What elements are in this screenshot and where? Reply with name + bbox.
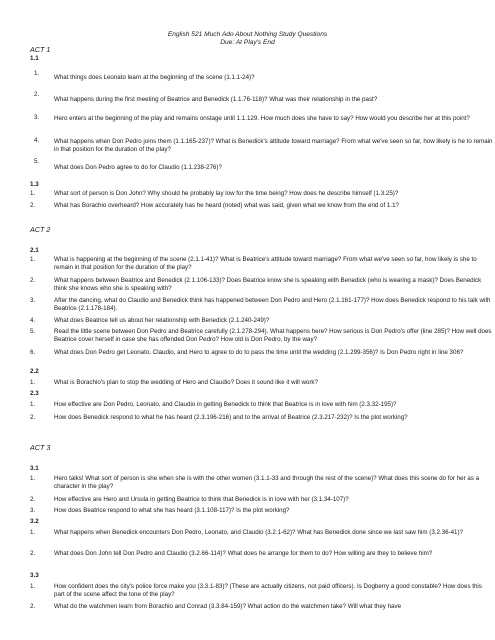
question-number: 5. <box>34 158 40 165</box>
question-text: Hero enters at the beginning of the play and remains onstage until 1.1.129. How much does she have to say? How would you describe her at this point? <box>54 115 470 122</box>
question-text: What happens when Benedick encounters Don Pedro, Leonato, and Claudio (3.2.1-62)? What has Benedick done since we last saw him (3.2.36-41)? <box>54 529 463 536</box>
section-heading: 2.1 <box>30 247 39 254</box>
question-number: 2. <box>30 277 36 284</box>
question-text: What happens during the first meeting of Beatrice and Benedick (1.1.76-118)? What was their relationship in the past? <box>54 96 378 103</box>
question-text: How confident does the city's police force make you (3.3.1-83)? (These are actually citizens, not paid officers). Is Dogberry a good constable? How does this part of the scene affect the tone of the play? <box>54 583 482 599</box>
act-heading: ACT 2 <box>30 225 51 234</box>
section-heading: 3.1 <box>30 465 39 472</box>
question-text: How effective are Hero and Ursula in getting Beatrice to think that Benedick is in love with her (3.1.34-107)? <box>54 496 349 503</box>
question-text: Read the little scene between Don Pedro and Beatrice carefully (2.1.278-294). What happens here? How serious is Don Pedro's offer (line 285)? How well does Beatrice cover herself in case she has offended Don Pedro? How old is Don Pedro, by the way? <box>54 328 492 344</box>
question-text: What does Beatrice tell us about her relationship with Benedick (2.1.240-249)? <box>54 317 270 324</box>
question-text: What does Don John tell Don Pedro and Claudio (3.2.66-114)? What does he arrange for them to do? How willing are they to believe him? <box>54 550 433 557</box>
question-number: 2. <box>30 414 36 421</box>
question-text: What do the watchmen learn from Borachio and Conrad (3.3.84-159)? What action do the watchmen take? Will what they have <box>54 603 402 610</box>
section-heading: 2.3 <box>30 390 39 397</box>
act-heading: ACT 3 <box>30 443 51 452</box>
question-number: 4. <box>30 317 36 324</box>
section-heading: 3.2 <box>30 518 39 525</box>
question-text: How effective are Don Pedro, Leonato, and Claudio in getting Benedick to think that Beatrice is in love with him (2.3.32-195)? <box>54 401 397 408</box>
section-heading: 1.3 <box>30 181 39 188</box>
question-text: What sort of person is Don John? Why should he probably lay low for the time being? How does he describe himself (1.3.25)? <box>54 190 399 197</box>
question-number: 1. <box>30 583 36 590</box>
question-number: 5. <box>30 328 36 335</box>
document-title: English 521 Much Ado About Nothing Study Questions <box>167 31 328 38</box>
question-number: 2. <box>30 202 36 209</box>
question-text: What is happening at the beginning of the scene (2.1.1-41)? What is Beatrice's attitude toward marriage? From what we've seen so far, how likely is she to remain in that position for the duration of the play? <box>54 256 477 272</box>
section-heading: 1.1 <box>30 55 39 62</box>
question-number: 2. <box>34 91 40 98</box>
question-number: 2. <box>30 603 36 610</box>
question-number: 1. <box>30 529 36 536</box>
question-number: 3. <box>30 297 36 304</box>
question-number: 1. <box>30 379 36 386</box>
question-text: Hero talks! What sort of person is she when she is with the other women (3.1.1-33 and through the rest of the scene)? What does this scene do for her as a character in the play? <box>54 475 480 491</box>
question-text: What does Don Pedro agree to do for Claudio (1.1.238-276)? <box>54 164 222 171</box>
question-text: What things does Leonato learn at the beginning of the scene (1.1.1-24)? <box>54 74 255 81</box>
section-heading: 2.2 <box>30 368 39 375</box>
question-number: 1. <box>30 190 36 197</box>
question-text: How does Benedick respond to what he has heard (2.3.196-216) and to the arrival of Beatrice (2.3.217-232)? Is the plot working? <box>54 414 408 421</box>
question-text: After the dancing, what do Claudio and Benedick think has happened between Don Pedro and Hero (2.1.161-177)? How does Benedick respond to his talk with Beatrice (2.1.178-184). <box>54 297 491 313</box>
question-number: 2. <box>30 550 36 557</box>
question-number: 1. <box>30 401 36 408</box>
question-text: What happens between Beatrice and Benedick (2.1.106-133)? Does Beatrice know she is speaking with Benedick (who is wearing a mask)? Does Benedick think she knows who she is speaking with? <box>54 277 482 293</box>
question-number: 1. <box>34 70 40 77</box>
question-text: How does Beatrice respond to what she has heard (3.1.108-117)? Is the plot working? <box>54 507 290 514</box>
question-number: 3. <box>34 114 40 121</box>
question-number: 3. <box>30 507 36 514</box>
section-heading: 3.3 <box>30 572 39 579</box>
question-number: 4. <box>34 137 40 144</box>
question-text: What is Borachio's plan to stop the wedding of Hero and Claudio? Does it sound like it will work? <box>54 379 318 386</box>
act-heading: ACT 1 <box>30 45 51 54</box>
question-text: What has Borachio overheard? How accurately has he heard (noted) what was said, given what we know from the end of 1.1? <box>54 202 399 209</box>
question-number: 2. <box>30 496 36 503</box>
question-number: 1. <box>30 475 36 482</box>
question-number: 1. <box>30 256 36 263</box>
question-text: What does Don Pedro get Leonato, Claudio, and Hero to agree to do to pass the time until the wedding (2.1.299-356)? Is Don Pedro right in line 306? <box>54 349 464 356</box>
question-number: 6. <box>30 349 36 356</box>
question-text: What happens when Don Pedro joins them (1.1.165-237)? What is Benedick's attitude toward marriage? From what we've seen so far, how likely is he to remain in that position for the duration of the play? <box>54 138 493 154</box>
due-date: Due: At Play's End <box>220 39 275 46</box>
